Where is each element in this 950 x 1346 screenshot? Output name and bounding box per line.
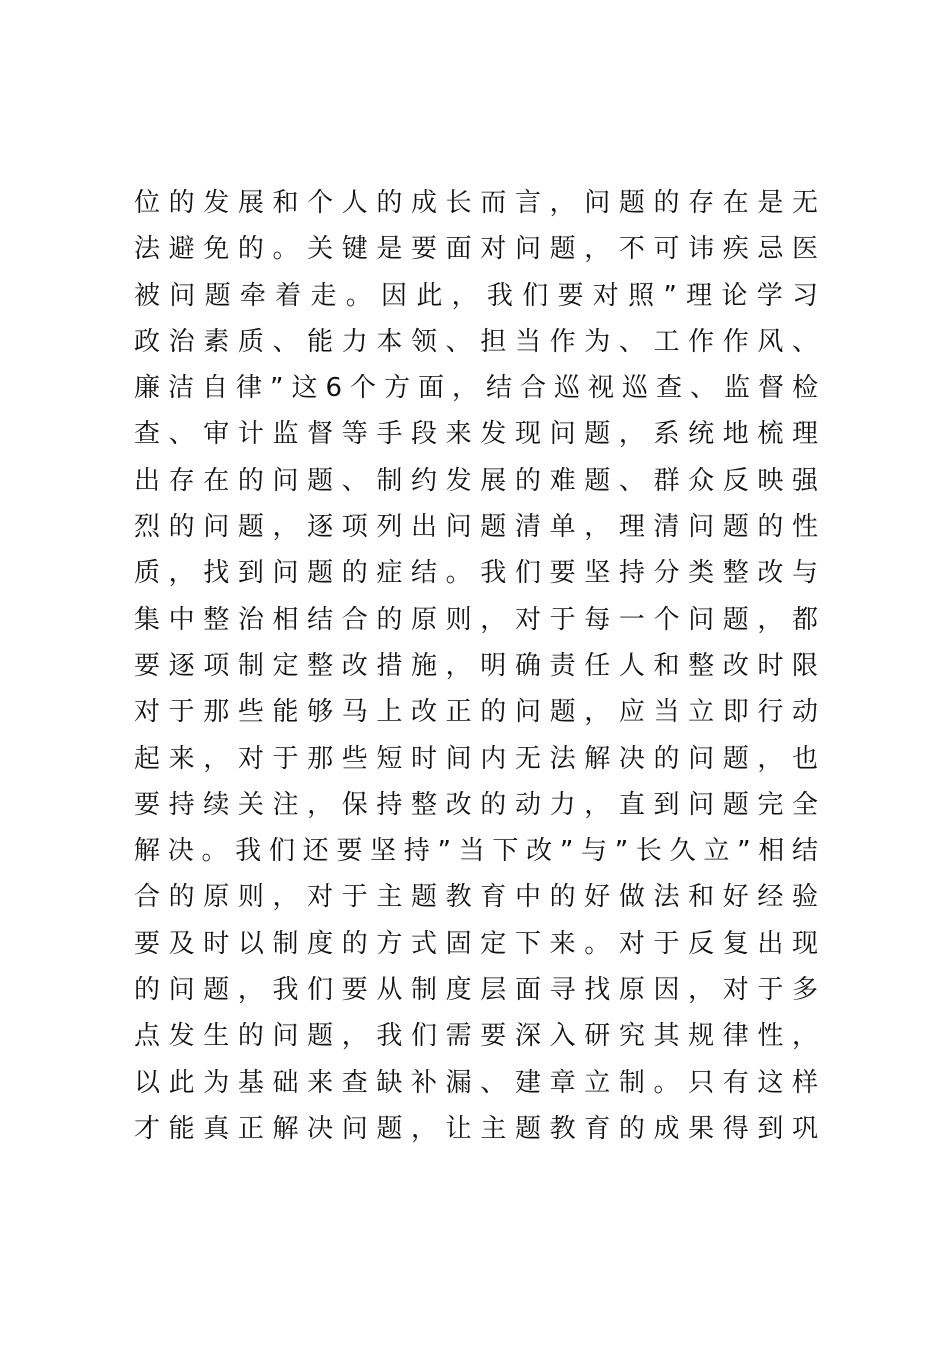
text-line: 以此为基础来查缺补漏、建章立制。只有这样	[134, 1067, 827, 1098]
text-line: 要及时以制度的方式固定下来。对于反复出现	[134, 928, 827, 959]
text-line: 质，找到问题的症结。我们要坚持分类整改与	[134, 558, 827, 589]
text-line: 廉洁自律”这6个方面，结合巡视巡查、监督检	[134, 373, 826, 404]
text-line: 点发生的问题，我们需要深入研究其规律性，	[134, 1021, 827, 1052]
text-line: 的问题，我们要从制度层面寻找原因，对于多	[134, 975, 827, 1006]
text-line: 集中整治相结合的原则，对于每一个问题，都	[134, 604, 827, 635]
text-line: 烈的问题，逐项列出问题清单，理清问题的性	[134, 512, 827, 543]
text-line: 才能真正解决问题，让主题教育的成果得到巩	[134, 1113, 827, 1144]
text-line: 出存在的问题、制约发展的难题、群众反映强	[134, 465, 827, 496]
text-line: 对于那些能够马上改正的问题，应当立即行动	[134, 697, 827, 728]
text-line: 政治素质、能力本领、担当作为、工作作风、	[134, 326, 827, 357]
text-line: 起来，对于那些短时间内无法解决的问题，也	[134, 743, 827, 774]
text-line: 法避免的。关键是要面对问题，不可讳疾忌医	[134, 234, 827, 265]
text-line: 要逐项制定整改措施，明确责任人和整改时限	[134, 650, 827, 681]
body-paragraph	[134, 180, 828, 1152]
text-line: 查、审计监督等手段来发现问题，系统地梳理	[134, 419, 827, 450]
text-line: 位的发展和个人的成长而言，问题的存在是无	[134, 188, 827, 218]
text-line: 合的原则，对于主题教育中的好做法和好经验	[134, 882, 827, 913]
text-line: 被问题牵着走。因此，我们要对照”理论学习	[134, 280, 828, 311]
text-line: 解决。我们还要坚持”当下改”与”长久立”相结	[134, 836, 826, 867]
text-line: 要持续关注，保持整改的动力，直到问题完全	[134, 789, 827, 820]
